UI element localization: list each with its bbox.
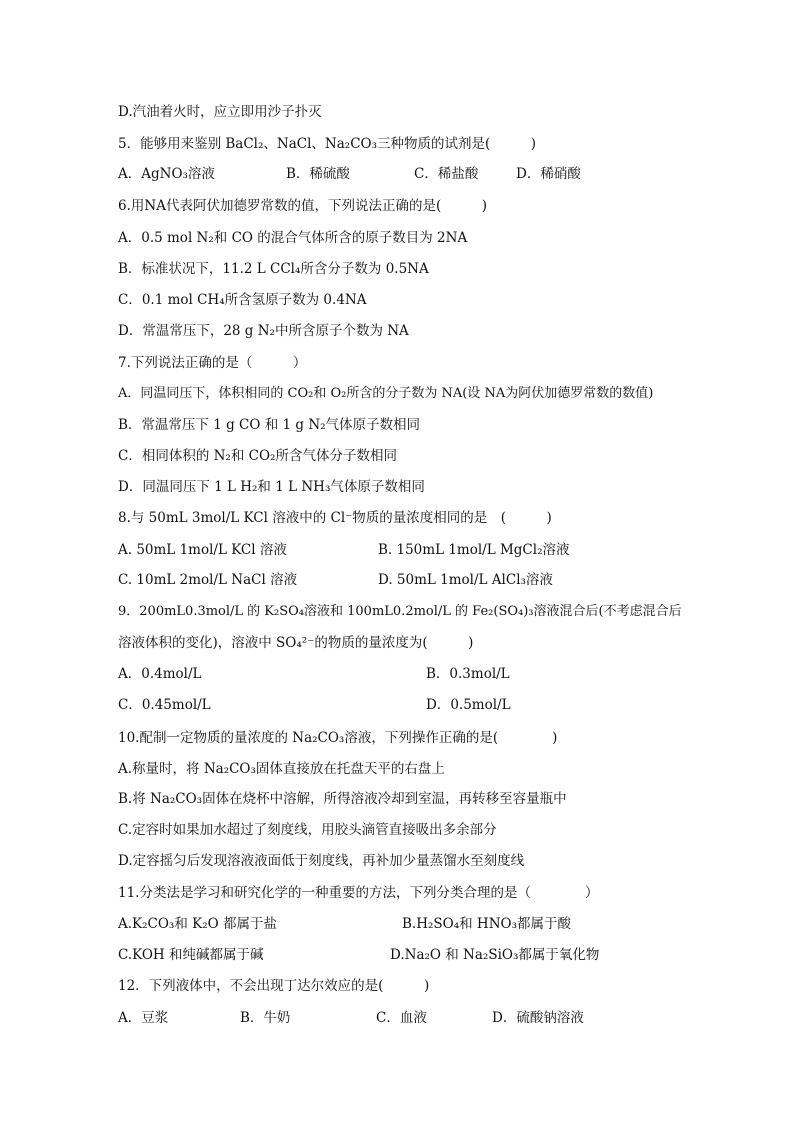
q7-option-d: D．同温同压下 1 L H₂和 1 L NH₃气体原子数相同 xyxy=(118,479,425,495)
q11-option-c: C.KOH 和纯碱都属于碱 xyxy=(118,947,264,963)
q8-option-c: C. 10mL 2mol/L NaCl 溶液 xyxy=(118,572,298,588)
q8-option-b: B. 150mL 1mol/L MgCl₂溶液 xyxy=(378,542,570,558)
q9-option-a: A．0.4mol/L xyxy=(118,666,202,682)
q5-option-b: B．稀硫酸 xyxy=(286,166,350,182)
q7-option-c: C．相同体积的 N₂和 CO₂所含气体分子数相同 xyxy=(118,448,397,464)
q7-option-b: B．常温常压下 1 g CO 和 1 g N₂气体原子数相同 xyxy=(118,417,421,433)
q9-option-b: B．0.3mol/L xyxy=(426,666,510,682)
q6-option-b: B．标准状况下，11.2 L CCl₄所含分子数为 0.5NA xyxy=(118,261,429,277)
q11-option-d: D.Na₂O 和 Na₂SiO₃都属于氧化物 xyxy=(390,947,600,963)
q10-option-d: D.定容摇匀后发现溶液液面低于刻度线，再补加少量蒸馏水至刻度线 xyxy=(118,853,525,869)
q7-stem: 7.下列说法正确的是（ ） xyxy=(118,355,307,371)
q11-option-b: B.H₂SO₄和 HNO₃都属于酸 xyxy=(402,916,571,932)
q12-option-b: B．牛奶 xyxy=(240,1010,291,1026)
q5-option-d: D．稀硝酸 xyxy=(516,166,581,182)
q6-stem: 6.用NA代表阿伏加德罗常数的值，下列说法正确的是( ) xyxy=(118,198,487,214)
q10-option-c: C.定容时如果加水超过了刻度线，用胶头滴管直接吸出多余部分 xyxy=(118,822,497,838)
q11-option-a: A.K₂CO₃和 K₂O 都属于盐 xyxy=(118,916,277,932)
q12-option-d: D．硫酸钠溶液 xyxy=(492,1010,584,1026)
q6-option-a: A．0.5 mol N₂和 CO 的混合气体所含的原子数目为 2NA xyxy=(118,230,468,246)
q5-stem: 5．能够用来鉴别 BaCl₂、NaCl、Na₂CO₃三种物质的试剂是( ) xyxy=(118,136,537,152)
q8-option-a: A. 50mL 1mol/L KCl 溶液 xyxy=(118,542,287,558)
q6-option-c: C．0.1 mol CH₄所含氢原子数为 0.4NA xyxy=(118,292,367,308)
q9-stem-line2: 溶液体积的变化)，溶液中 SO₄²⁻的物质的量浓度为( ) xyxy=(118,635,474,651)
q6-option-d: D．常温常压下，28 g N₂中所含原子个数为 NA xyxy=(118,323,409,339)
q5-option-c: C．稀盐酸 xyxy=(414,166,479,182)
q9-option-d: D．0.5mol/L xyxy=(426,697,511,713)
q8-option-d: D. 50mL 1mol/L AlCl₃溶液 xyxy=(378,572,553,588)
q9-stem-line1: 9．200mL0.3mol/L 的 K₂SO₄溶液和 100mL0.2mol/L 的 Fe₂(SO₄)₃溶液混合后(不考虑混合后 xyxy=(118,604,682,619)
q10-option-b: B.将 Na₂CO₃固体在烧杯中溶解，所得溶液冷却到室温，再转移至容量瓶中 xyxy=(118,791,567,807)
q11-stem: 11.分类法是学习和研究化学的一种重要的方法，下列分类合理的是（ ） xyxy=(118,885,599,901)
q10-stem: 10.配制一定物质的量浓度的 Na₂CO₃溶液，下列操作正确的是( ) xyxy=(118,730,558,746)
q8-stem: 8.与 50mL 3mol/L KCl 溶液中的 Cl⁻物质的量浓度相同的是 ( ) xyxy=(118,510,552,526)
prev-option-d: D.汽油着火时，应立即用沙子扑灭 xyxy=(118,104,322,120)
q7-option-a: A．同温同压下，体积相同的 CO₂和 O₂所含的分子数为 NA(设 NA为阿伏加德罗常数的数值) xyxy=(118,386,654,401)
q5-option-a: A．AgNO₃溶液 xyxy=(118,166,215,182)
q9-option-c: C．0.45mol/L xyxy=(118,697,211,713)
q12-stem: 12．下列液体中，不会出现丁达尔效应的是( ) xyxy=(118,978,430,994)
q12-option-a: A．豆浆 xyxy=(118,1010,169,1026)
q10-option-a: A.称量时，将 Na₂CO₃固体直接放在托盘天平的右盘上 xyxy=(118,761,445,777)
q12-option-c: C．血液 xyxy=(376,1010,427,1026)
